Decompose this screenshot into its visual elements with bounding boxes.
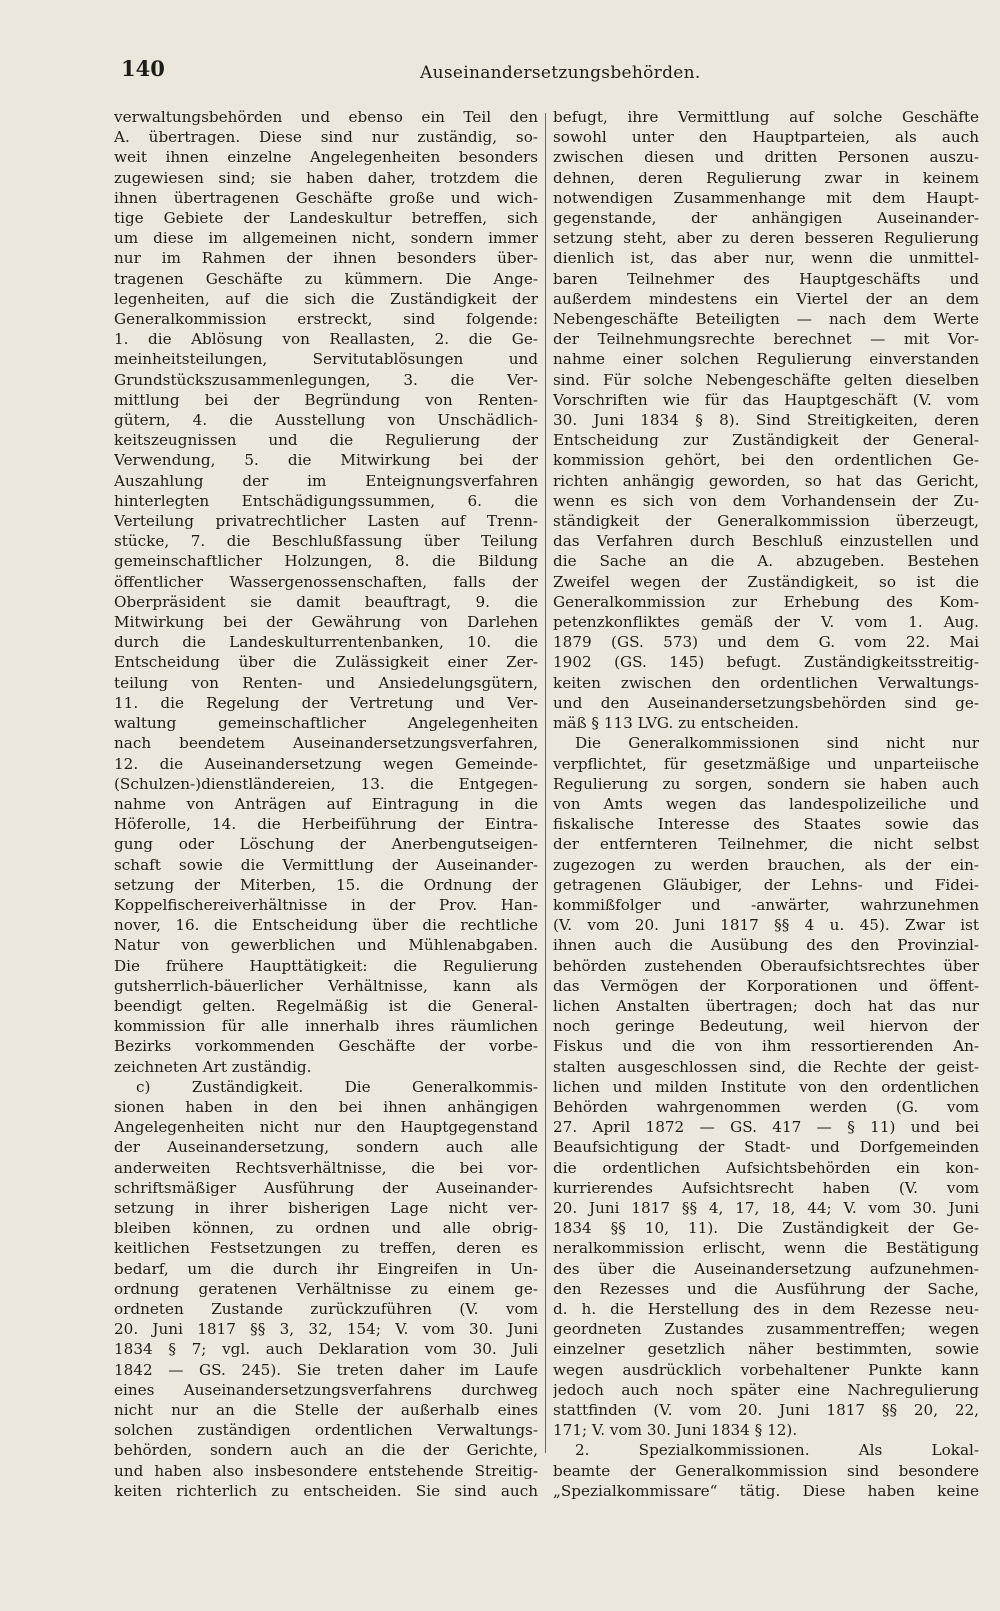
text-line: verpflichtet, für gesetzmäßige und unparteiische [553,754,979,773]
text-line: keiten zwischen den ordentlichen Verwaltungs- [553,673,979,692]
text-line: ordneten Zustande zurückzuführen (V. vom [114,1299,538,1318]
text-line: keitszeugnissen und die Regulierung der [114,431,538,450]
text-line: zeichneten Art zuständig. [114,1057,312,1076]
text-line: 171; V. vom 30. Juni 1834 § 12). [553,1421,798,1440]
text-line: tige Gebiete der Landeskultur betreffen, sich [114,209,538,228]
text-line: kommission für alle innerhalb ihres räumlichen [114,1017,538,1036]
text-line: behörden, sondern auch an die der Gerichte, [114,1441,538,1460]
text-line: lichen und milden Institute von den ordentlichen [553,1077,979,1096]
text-line: zugewiesen sind; sie haben daher, trotzdem die [114,168,538,187]
text-line: befugt, ihre Vermittlung auf solche Geschäfte [553,108,979,126]
text-line: den Rezesses und die Ausführung der Sache, [553,1279,979,1298]
text-line: wegen ausdrücklich vorbehaltener Punkte kann [553,1360,979,1379]
text-line: bedarf, um die durch ihr Eingreifen in Un- [114,1259,538,1278]
text-line: tragenen Geschäfte zu kümmern. Die Ange- [114,269,538,288]
text-line: außerdem mindestens ein Viertel der an dem [553,289,979,308]
text-line: 11. die Regelung der Vertretung und Ver- [114,693,538,712]
text-line: die ordentlichen Aufsichtsbehörden ein kon- [553,1158,979,1177]
text-line: Verteilung privatrechtlicher Lasten auf Trenn- [114,512,538,531]
text-line: fiskalische Interesse des Staates sowie das [553,815,979,834]
text-line: Behörden wahrgenommen werden (G. vom [553,1097,979,1116]
text-line: 27. April 1872 — GS. 417 — § 11) und bei [553,1118,979,1137]
text-line: neralkommission erlischt, wenn die Bestätigung [553,1239,979,1258]
text-line: Oberpräsident sie damit beauftragt, 9. die [114,592,538,611]
running-head: Auseinandersetzungsbehörden. [420,63,701,83]
text-line: Generalkommission erstreckt, sind folgende: [114,310,538,329]
text-line: behörden zustehenden Oberaufsichtsrechtes über [553,956,979,975]
text-line: Entscheidung über die Zulässigkeit einer Zer- [114,653,538,672]
text-line: 20. Juni 1817 §§ 4, 17, 18, 44; V. vom 30. Juni [553,1198,979,1217]
text-line: sowohl unter den Hauptparteien, als auch [553,128,979,147]
text-line: setzung in ihrer bisherigen Lage nicht ver- [114,1198,538,1217]
text-line: anderweiten Rechtsverhältnisse, die bei vor- [114,1158,538,1177]
text-line: waltung gemeinschaftlicher Angelegenheiten [114,714,538,733]
text-line: Vorschriften wie für das Hauptgeschäft (V. vom [553,390,979,409]
text-line: Die frühere Haupttätigkeit: die Regulierung [114,956,538,975]
text-line: Grundstückszusammenlegungen, 3. die Ver- [114,370,538,389]
text-line: 2. Spezialkommissionen. Als Lokal- [575,1441,979,1460]
text-line: 12. die Auseinandersetzung wegen Gemeinde- [114,754,538,773]
text-line: 1834 §§ 10, 11). Die Zuständigkeit der Ge- [553,1219,979,1238]
text-line: Auszahlung der im Enteignungsverfahren [114,471,538,490]
text-line: mäß § 113 LVG. zu entscheiden. [553,714,799,733]
text-line: dehnen, deren Regulierung zwar in keinem [553,168,979,187]
text-line: und den Auseinandersetzungsbehörden sind ge- [553,693,979,712]
text-line: c) Zuständigkeit. Die Generalkommis- [136,1077,538,1096]
text-line: durch die Landeskulturrentenbanken, 10. die [114,633,538,652]
text-line: nicht nur an die Stelle der außerhalb eines [114,1401,538,1419]
text-line: kommißfolger und -anwärter, wahrzunehmen [553,895,979,914]
text-line: 1. die Ablösung von Reallasten, 2. die Ge- [114,330,538,349]
text-line: Die Generalkommissionen sind nicht nur [575,734,979,753]
text-line: richten anhängig geworden, so hat das Gericht, [553,471,979,490]
text-line: Koppelfischereiverhältnisse in der Prov. Han- [114,895,538,914]
text-line: 20. Juni 1817 §§ 3, 32, 154; V. vom 30. Juni [114,1320,538,1339]
text-line: von Amts wegen das landespolizeiliche und [553,794,979,813]
text-line: eines Auseinandersetzungsverfahrens durchweg [114,1380,538,1399]
text-line: stalten ausgeschlossen sind, die Rechte der geist- [553,1057,979,1076]
text-line: lichen Anstalten übertragen; doch hat das nur [553,996,979,1015]
text-line: stücke, 7. die Beschlußfassung über Teilung [114,532,538,551]
text-line: petenzkonfliktes gemäß der V. vom 1. Aug. [553,613,979,632]
text-line: Nebengeschäfte Beteiligten — nach dem Werte [553,310,979,329]
text-line: die Sache an die A. abzugeben. Bestehen [553,552,979,571]
text-line: zwischen diesen und dritten Personen auszu- [553,148,979,167]
text-line: kommission gehört, bei den ordentlichen Ge- [553,451,979,470]
text-line: gegenstande, der anhängigen Auseinander- [553,209,979,228]
text-line: setzung steht, aber zu deren besseren Regulierung [553,229,979,248]
text-line: gung oder Löschung der Anerbengutseigen- [114,835,538,854]
text-line: gütern, 4. die Ausstellung von Unschädlich- [114,411,538,430]
text-line: ihnen auch die Ausübung des den Provinzial- [553,936,979,955]
text-line: teilung von Renten- und Ansiedelungsgütern, [114,673,538,692]
text-line: Zweifel wegen der Zuständigkeit, so ist die [553,572,979,591]
text-line: notwendigen Zusammenhange mit dem Haupt- [553,188,979,207]
text-line: Angelegenheiten nicht nur den Hauptgegenstand [114,1118,538,1137]
text-line: der Teilnehmungsrechte berechnet — mit Vor- [553,330,979,349]
text-line: keitlichen Festsetzungen zu treffen, deren es [114,1239,538,1258]
text-line: 1902 (GS. 145) befugt. Zuständigkeitsstreitig- [553,653,979,672]
text-line: Bezirks vorkommenden Geschäfte der vorbe- [114,1037,538,1056]
text-line: nover, 16. die Entscheidung über die rechtliche [114,916,538,935]
text-line: dienlich ist, das aber nur, wenn die unmittel- [553,249,979,268]
right-text-column [553,107,979,1501]
text-line: meinheitsteilungen, Servitutablösungen und [114,350,538,369]
text-line: gemeinschaftlicher Holzungen, 8. die Bildung [114,552,538,571]
text-line: ihnen übertragenen Geschäfte große und wich- [114,188,538,207]
text-line: Entscheidung zur Zuständigkeit der General- [553,431,979,450]
text-line: geordneten Zustandes zusammentreffen; wegen [553,1320,979,1339]
text-line: nahme einer solchen Regulierung einverstanden [553,350,979,369]
text-line: 1842 — GS. 245). Sie treten daher im Laufe [114,1360,538,1379]
text-line: nach beendetem Auseinandersetzungsverfahren, [114,734,538,753]
text-line: A. übertragen. Diese sind nur zuständig, so- [114,128,538,147]
text-line: noch geringe Bedeutung, weil hiervon der [553,1017,979,1036]
text-line: Regulierung zu sorgen, sondern sie haben auch [553,774,979,793]
text-line: jedoch auch noch später eine Nachregulierung [553,1380,979,1399]
text-line: ständigkeit der Generalkommission überzeugt, [553,512,979,531]
text-line: des über die Auseinandersetzung aufzunehmen- [553,1259,979,1278]
left-text-column [114,107,538,1501]
text-line: beamte der Generalkommission sind besondere [553,1461,979,1480]
text-line: schriftsmäßiger Ausführung der Auseinander- [114,1178,538,1197]
text-line: kurrierendes Aufsichtsrecht haben (V. vom [553,1178,979,1197]
text-line: stattfinden (V. vom 20. Juni 1817 §§ 20, 22, [553,1401,979,1419]
text-line: beendigt gelten. Regelmäßig ist die General- [114,996,538,1015]
text-line: solchen zuständigen ordentlichen Verwaltungs- [114,1421,538,1440]
text-line: keiten richterlich zu entscheiden. Sie sind auch [114,1481,538,1500]
text-line: (Schulzen-)dienstländereien, 13. die Entgegen- [114,774,538,793]
text-line: (V. vom 20. Juni 1817 §§ 4 u. 45). Zwar ist [553,916,979,935]
text-line: einzelner gesetzlich näher bestimmten, sowie [553,1340,979,1359]
text-line: verwaltungsbehörden und ebenso ein Teil den [114,108,538,126]
text-line: 1834 § 7; vgl. auch Deklaration vom 30. Juli [114,1340,538,1359]
text-line: Mitwirkung bei der Gewährung von Darlehen [114,613,538,632]
text-line: sionen haben in den bei ihnen anhängigen [114,1097,538,1116]
text-line: schaft sowie die Vermittlung der Auseinander- [114,855,538,874]
text-line: Fiskus und die von ihm ressortierenden An- [553,1037,979,1056]
column-divider [545,113,546,1453]
text-line: mittlung bei der Begründung von Renten- [114,390,538,409]
text-line: bleiben können, zu ordnen und alle obrig- [114,1219,538,1238]
text-line: d. h. die Herstellung des in dem Rezesse neu- [553,1299,979,1318]
text-line: Generalkommission zur Erhebung des Kom- [553,592,979,611]
text-line: 30. Juni 1834 § 8). Sind Streitigkeiten, deren [553,411,979,430]
text-line: baren Teilnehmer des Hauptgeschäfts und [553,269,979,288]
text-line: legenheiten, auf die sich die Zuständigkeit der [114,289,538,308]
text-line: wenn es sich von dem Vorhandensein der Zu- [553,491,979,510]
text-line: ordnung geratenen Verhältnisse zu einem ge- [114,1279,538,1298]
text-line: sind. Für solche Nebengeschäfte gelten dieselben [553,370,979,389]
text-line: das Verfahren durch Beschluß einzustellen und [553,532,979,551]
text-line: Höferolle, 14. die Herbeiführung der Eintra- [114,815,538,834]
text-line: nahme von Anträgen auf Eintragung in die [114,794,538,813]
text-line: nur im Rahmen der ihnen besonders über- [114,249,538,268]
text-line: hinterlegten Entschädigungssummen, 6. die [114,491,538,510]
text-line: weit ihnen einzelne Angelegenheiten besonders [114,148,538,167]
page-number: 140 [121,56,165,81]
text-line: setzung der Miterben, 15. die Ordnung der [114,875,538,894]
text-line: der entfernteren Teilnehmer, die nicht selbst [553,835,979,854]
text-line: 1879 (GS. 573) und dem G. vom 22. Mai [553,633,979,652]
text-line: Verwendung, 5. die Mitwirkung bei der [114,451,538,470]
text-line: „Spezialkommissare“ tätig. Diese haben keine [553,1481,979,1500]
text-line: um diese im allgemeinen nicht, sondern immer [114,229,538,248]
text-line: Beaufsichtigung der Stadt- und Dorfgemeinden [553,1138,979,1157]
text-line: der Auseinandersetzung, sondern auch alle [114,1138,538,1157]
text-line: und haben also insbesondere entstehende Streitig- [114,1461,538,1480]
text-line: das Vermögen der Korporationen und öffent- [553,976,979,995]
text-line: Natur von gewerblichen und Mühlenabgaben. [114,936,538,955]
text-line: zugezogen zu werden brauchen, als der ein- [553,855,979,874]
text-line: getragenen Gläubiger, der Lehns- und Fidei- [553,875,979,894]
text-line: gutsherrlich-bäuerlicher Verhältnisse, kann als [114,976,538,995]
text-line: öffentlicher Wassergenossenschaften, falls der [114,572,538,591]
